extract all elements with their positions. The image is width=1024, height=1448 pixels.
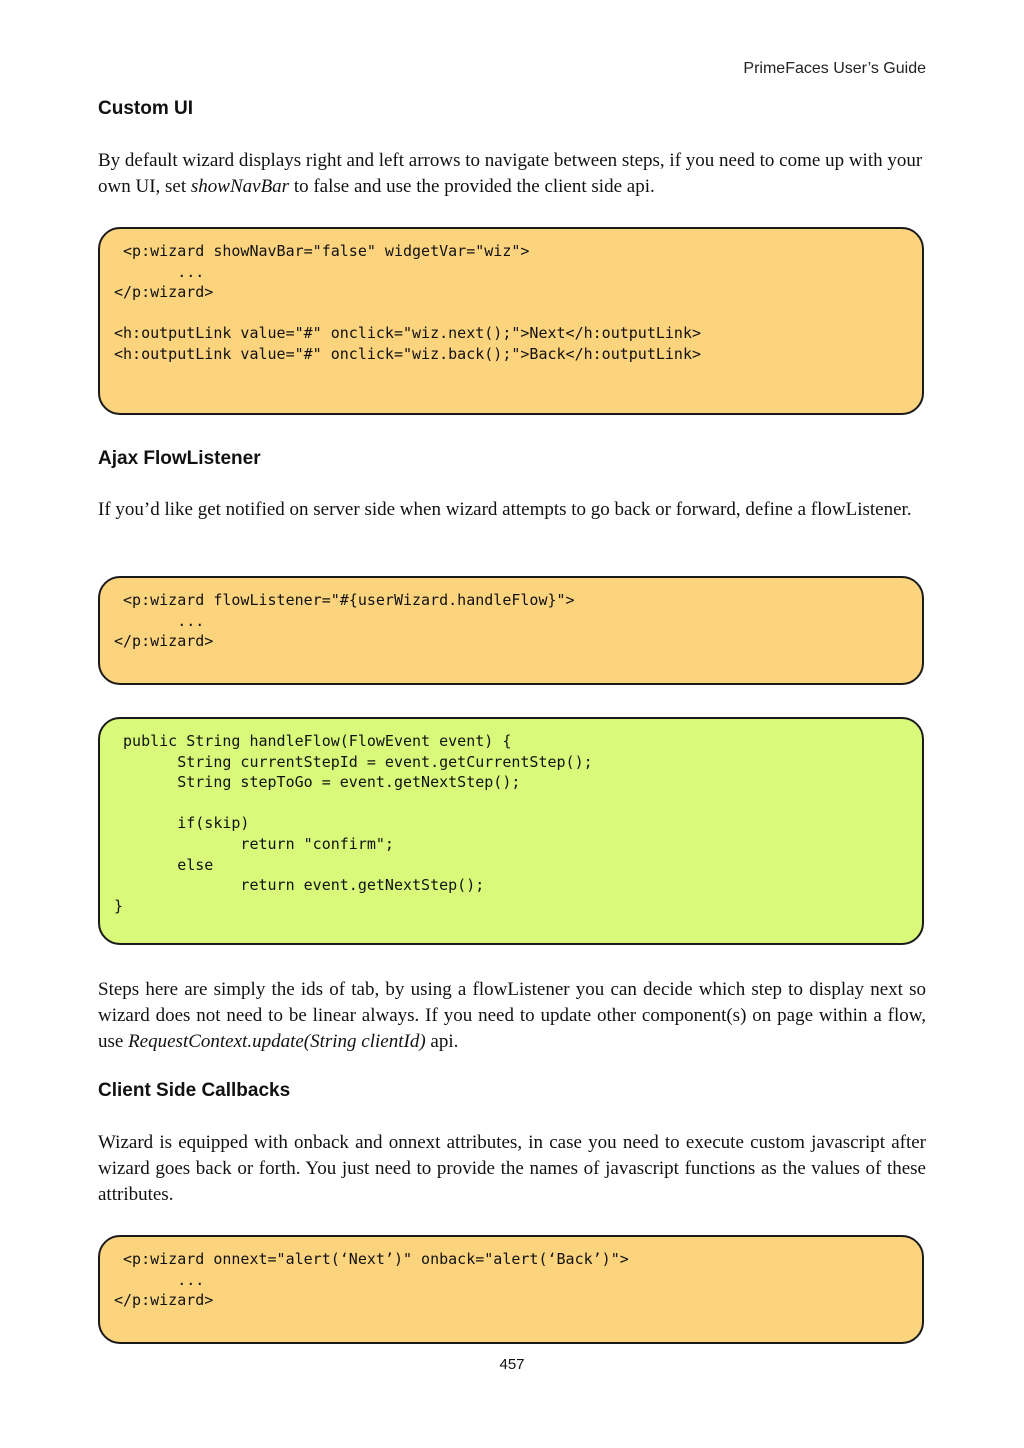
code-line: }: [114, 896, 124, 915]
code-block-flowlistener-xml: [98, 576, 924, 685]
paragraph-custom-ui-emphasis: showNavBar: [190, 176, 290, 197]
code-line: <p:wizard showNavBar="false" widgetVar="wiz">: [114, 242, 530, 260]
running-header: PrimeFaces User’s Guide: [743, 60, 926, 77]
paragraph-steps-emphasis: RequestContext.update(String clientId): [128, 1031, 426, 1052]
paragraph-custom-ui-part2: to false and use the provided the client side api.: [289, 176, 655, 197]
paragraph-custom-ui-part1: By default wizard displays right and left arrows to navigate between steps, if you need to come up with your own UI, set: [98, 150, 923, 197]
code-line: ...: [114, 262, 205, 281]
code-line: <h:outputLink value="#" onclick="wiz.back();">Back</h:outputLink>: [114, 344, 701, 363]
code-line: public String handleFlow(FlowEvent event) {: [114, 732, 512, 750]
code-block-flowlistener-java: [98, 717, 924, 945]
page-number: 457: [499, 1356, 525, 1373]
paragraph-steps-part1: Steps here are simply the ids of tab, by using a flowListener you can decide which step to display next so wizard does not need to be linear always. If you need to update other component(s) on page within a flow, use: [98, 979, 926, 1052]
code-line: String currentStepId = event.getCurrentStep();: [114, 752, 593, 771]
heading-client-side-callbacks: Client Side Callbacks: [98, 1080, 291, 1101]
code-line: </p:wizard>: [114, 283, 214, 302]
code-line: [114, 793, 922, 814]
code-block-callbacks: [98, 1235, 924, 1344]
code-line: ...: [114, 611, 205, 630]
paragraph-custom-ui: [98, 148, 926, 200]
code-line: <p:wizard onnext="alert(‘Next’)" onback="alert(‘Back’)">: [114, 1250, 629, 1268]
code-block-custom-ui: [98, 227, 924, 415]
code-line: </p:wizard>: [114, 632, 214, 651]
code-line: return event.getNextStep();: [114, 876, 485, 895]
code-line: String stepToGo = event.getNextStep();: [114, 773, 521, 792]
code-line: <h:outputLink value="#" onclick="wiz.next();">Next</h:outputLink>: [114, 324, 701, 343]
paragraph-steps: [98, 977, 926, 1055]
code-line: else: [114, 855, 214, 874]
heading-custom-ui: Custom UI: [98, 98, 193, 119]
code-line: if(skip): [114, 814, 250, 833]
paragraph-ajax-flowlistener: If you’d like get notified on server side when wizard attempts to go back or forward, define a flowListener.: [98, 499, 912, 520]
code-line: </p:wizard>: [114, 1291, 214, 1310]
code-line: return "confirm";: [114, 834, 394, 853]
code-line: <p:wizard flowListener="#{userWizard.handleFlow}">: [114, 591, 575, 609]
heading-ajax-flowlistener: Ajax FlowListener: [98, 448, 261, 469]
code-line: [114, 303, 922, 324]
paragraph-steps-part2: api.: [425, 1031, 459, 1052]
code-line: ...: [114, 1270, 205, 1289]
paragraph-callbacks: Wizard is equipped with onback and onnext attributes, in case you need to execute custom javascript after wizard goes back or forth. You just need to provide the names of javascript functions as the values of these attributes.: [98, 1132, 926, 1205]
